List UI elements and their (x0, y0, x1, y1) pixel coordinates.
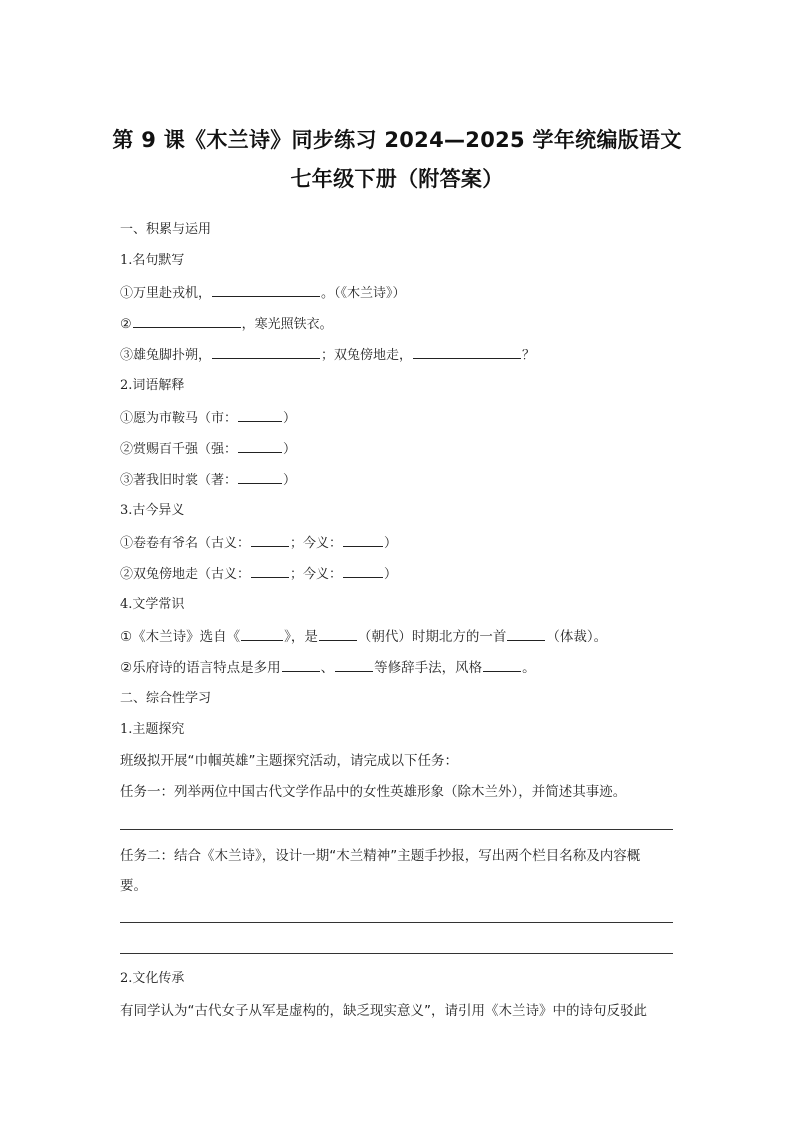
answer-blank[interactable] (507, 627, 545, 641)
document-title-line-2: 七年级下册（附答案） (290, 167, 504, 191)
word-explanation-item-1: ①愿为市鞍马（市： ） (120, 408, 296, 428)
recitation-item-1: ①万里赴戎机， 。（《木兰诗》） (120, 283, 406, 303)
answer-line[interactable] (120, 922, 673, 923)
answer-blank[interactable] (251, 564, 289, 578)
question-title-literary-knowledge: 4.文学常识 (120, 597, 185, 612)
answer-blank[interactable] (238, 439, 282, 453)
task-two-text-line-1: 任务二：结合《木兰诗》，设计一期“木兰精神”主题手抄报，写出两个栏目名称及内容概 (120, 848, 641, 864)
section-heading-comprehensive-learning: 二、综合性学习 (120, 691, 212, 706)
question-title-cultural-heritage: 2.文化传承 (120, 971, 185, 986)
answer-blank[interactable] (335, 658, 373, 672)
answer-line[interactable] (120, 953, 673, 954)
question-title-ancient-modern-meaning: 3.古今异义 (120, 503, 185, 518)
answer-blank[interactable] (133, 314, 241, 328)
task-two-text-line-2: 要。 (120, 878, 147, 894)
literary-knowledge-item-2: ②乐府诗的语言特点是多用 、 等修辞手法，风格 。 (120, 660, 536, 676)
recitation-item-3: ③雄兔脚扑朔， ；双兔傍地走， ？ (120, 345, 535, 365)
question-title-word-explanation: 2.词语解释 (120, 378, 185, 393)
question-title-recitation: 1.名句默写 (120, 253, 185, 268)
question-title-theme-exploration: 1.主题探究 (120, 722, 185, 737)
answer-blank[interactable] (343, 533, 383, 547)
answer-blank[interactable] (282, 658, 320, 672)
answer-blank[interactable] (319, 627, 357, 641)
section-heading-accumulation: 一、积累与运用 (120, 222, 212, 237)
answer-blank[interactable] (212, 283, 320, 297)
literary-knowledge-item-1: ①《木兰诗》选自《 》，是 （朝代）时期北方的一首 （体裁）。 (120, 629, 608, 645)
answer-blank[interactable] (238, 408, 282, 422)
theme-exploration-intro: 班级拟开展“巾帼英雄”主题探究活动，请完成以下任务： (120, 753, 458, 769)
recitation-item-2: ② ，寒光照铁衣。 (120, 314, 333, 334)
answer-blank[interactable] (241, 627, 283, 641)
answer-line[interactable] (120, 829, 673, 830)
ancient-modern-item-2: ②双兔傍地走（古义： ；今义： ） (120, 564, 397, 584)
task-one-text: 任务一：列举两位中国古代文学作品中的女性英雄形象（除木兰外），并简述其事迹。 (120, 784, 627, 800)
ancient-modern-item-1: ①卷卷有爷名（古义： ；今义： ） (120, 533, 397, 553)
document-title-line-1: 第 9 课《木兰诗》同步练习 2024—2025 学年统编版语文 (112, 128, 682, 152)
answer-blank[interactable] (413, 345, 521, 359)
word-explanation-item-2: ②赏赐百千强（强： ） (120, 439, 296, 459)
answer-blank[interactable] (483, 658, 521, 672)
answer-blank[interactable] (238, 470, 282, 484)
answer-blank[interactable] (251, 533, 289, 547)
word-explanation-item-3: ③著我旧时裳（著： ） (120, 470, 296, 490)
answer-blank[interactable] (212, 345, 320, 359)
answer-blank[interactable] (343, 564, 383, 578)
cultural-heritage-text: 有同学认为“古代女子从军是虚构的，缺乏现实意义”，请引用《木兰诗》中的诗句反驳此 (120, 1003, 647, 1019)
